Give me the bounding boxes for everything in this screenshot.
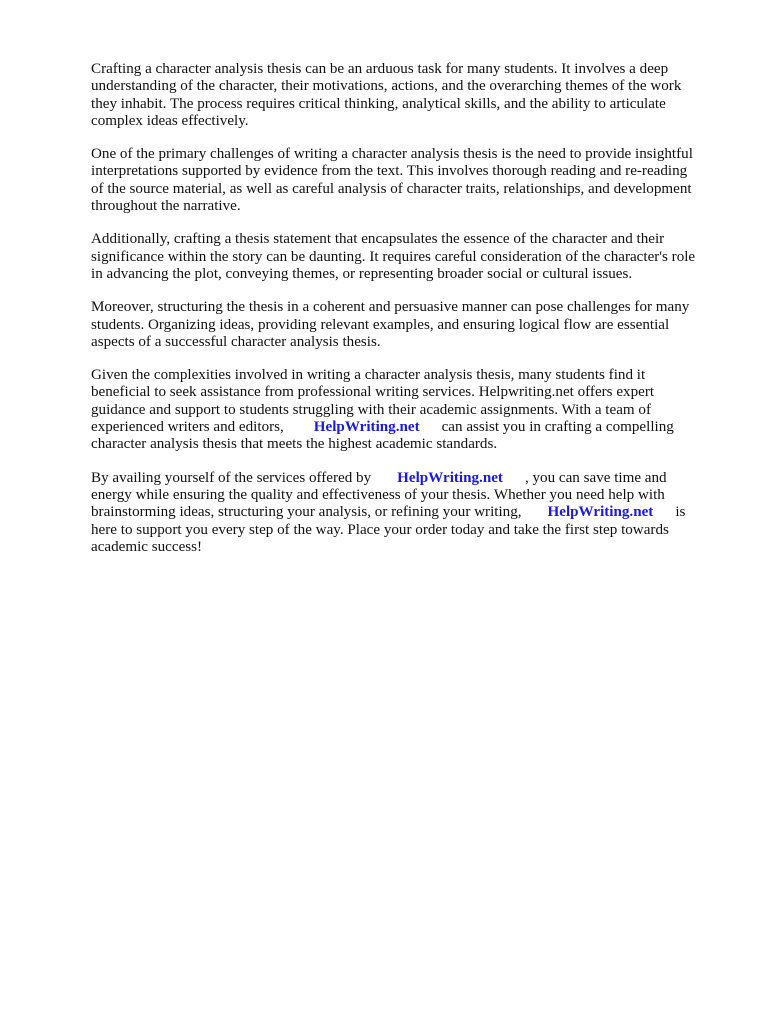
text-line: in advancing the plot, conveying themes, or representing broader social or cultural issues. — [91, 265, 633, 282]
text-line: aspects of a successful character analysis thesis. — [91, 333, 381, 350]
text-line: throughout the narrative. — [91, 198, 241, 215]
text-line: Given the complexities involved in writing a character analysis thesis, many students find it — [91, 367, 646, 384]
text-line: energy while ensuring the quality and effectiveness of your thesis. Whether you need help with — [91, 486, 665, 503]
text-line: character analysis thesis that meets the highest academic standards. — [91, 436, 498, 453]
text-line: Crafting a character analysis thesis can be an arduous task for many students. It involves a deep — [91, 61, 669, 77]
text-line: interpretations supported by evidence from the text. This involves thorough reading and re-reading — [91, 163, 688, 180]
paragraph-structure — [91, 299, 708, 351]
text-line: Moreover, structuring the thesis in a coherent and persuasive manner can pose challenges for many — [91, 299, 690, 316]
text-line: Additionally, crafting a thesis statement that encapsulates the essence of the character and their — [91, 231, 665, 248]
text-line: students. Organizing ideas, providing relevant examples, and ensuring logical flow are essential — [91, 316, 670, 333]
text-line-with-link — [91, 470, 708, 487]
paragraph-thesis-statement — [91, 231, 708, 283]
helpwriting-link[interactable]: HelpWriting.net — [547, 504, 654, 521]
text-segment: can assist you in crafting a compelling — [441, 419, 674, 436]
text-segment: experienced writers and editors, — [91, 419, 284, 436]
text-line: complex ideas effectively. — [91, 112, 249, 129]
helpwriting-link[interactable]: HelpWriting.net — [397, 469, 503, 486]
text-segment: brainstorming ideas, structuring your analysis, or refining your writing, — [91, 504, 522, 521]
paragraph-challenges — [91, 146, 708, 215]
text-line: they inhabit. The process requires critical thinking, analytical skills, and the ability to articulate — [91, 95, 666, 112]
text-line: significance within the story can be daunting. It requires careful consideration of the character's role — [91, 248, 696, 265]
paragraph-assistance — [91, 367, 708, 453]
paragraph-intro — [91, 61, 708, 130]
text-line: of the source material, as well as careful analysis of character traits, relationships, and development — [91, 180, 692, 197]
text-line-with-link — [91, 504, 708, 521]
text-line: understanding of the character, their motivations, actions, and the overarching themes of the work — [91, 78, 682, 95]
text-line: beneficial to seek assistance from professional writing services. Helpwriting.net offers expert — [91, 384, 655, 401]
text-segment: By availing yourself of the services offered by — [91, 469, 372, 486]
text-line: One of the primary challenges of writing a character analysis thesis is the need to provide insightful — [91, 146, 693, 163]
text-line: here to support you every step of the way. Place your order today and take the first step towards — [91, 521, 669, 538]
text-line: guidance and support to students struggling with their academic assignments. With a team of — [91, 401, 651, 418]
text-line-with-link — [91, 419, 708, 436]
paragraph-conclusion — [91, 470, 708, 556]
text-segment: is — [675, 504, 686, 521]
text-segment: , you can save time and — [524, 469, 667, 486]
text-line: academic success! — [91, 538, 203, 555]
helpwriting-link[interactable]: HelpWriting.net — [313, 419, 420, 436]
